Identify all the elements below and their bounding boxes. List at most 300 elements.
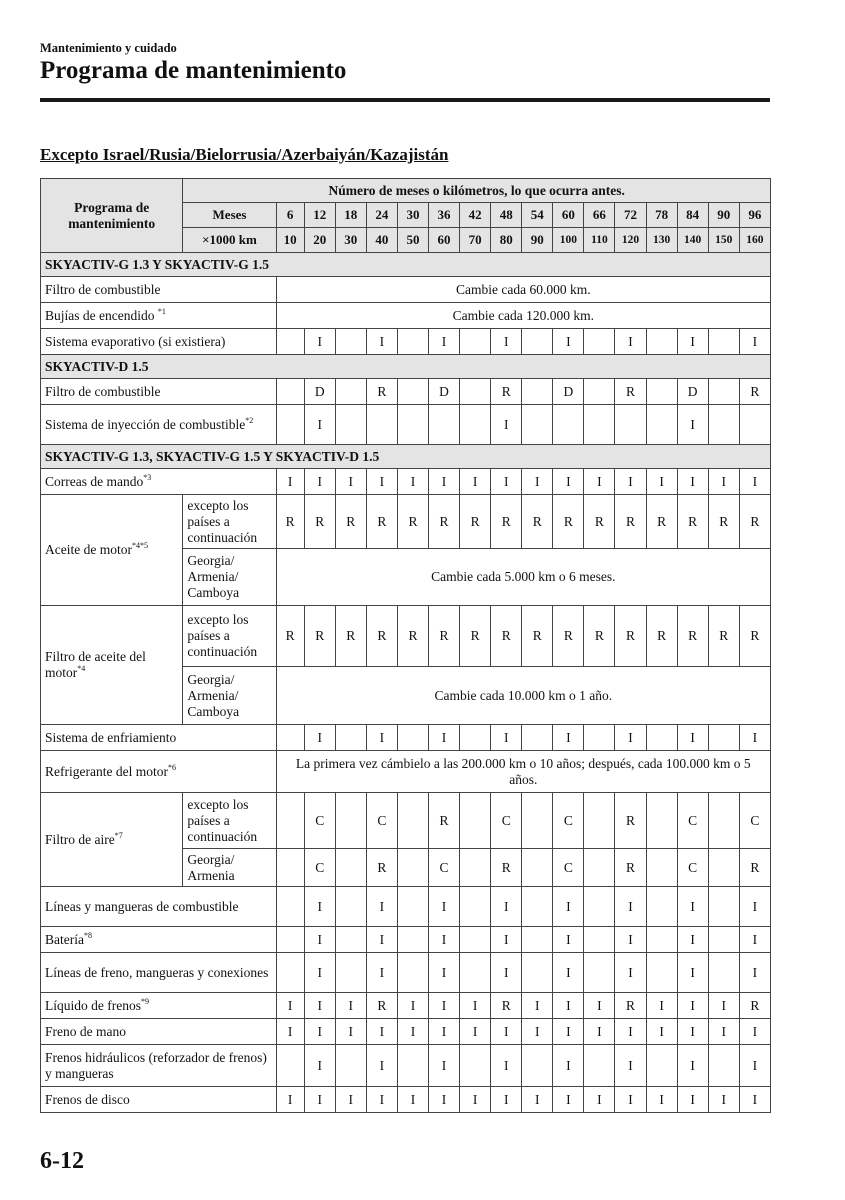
schedule-cell	[460, 379, 491, 405]
schedule-cell: I	[491, 953, 522, 993]
schedule-cell	[276, 329, 304, 355]
km-value: 100	[553, 228, 584, 253]
schedule-cell: C	[677, 793, 708, 849]
months-value: 12	[304, 203, 335, 228]
schedule-cell: R	[739, 849, 770, 887]
months-value: 18	[335, 203, 366, 228]
schedule-cell	[397, 1045, 428, 1087]
schedule-cell: I	[397, 469, 428, 495]
schedule-cell: I	[739, 329, 770, 355]
km-value: 80	[491, 228, 522, 253]
schedule-cell: C	[491, 793, 522, 849]
km-value: 40	[366, 228, 397, 253]
schedule-cell: C	[366, 793, 397, 849]
schedule-cell: R	[366, 849, 397, 887]
schedule-cell: I	[397, 993, 428, 1019]
schedule-cell	[646, 725, 677, 751]
schedule-cell	[335, 405, 366, 445]
table-row	[41, 887, 771, 927]
schedule-cell: I	[615, 1087, 646, 1113]
schedule-cell: I	[522, 1087, 553, 1113]
section-header: Mantenimiento y cuidado	[40, 41, 177, 55]
schedule-cell: I	[491, 887, 522, 927]
schedule-cell	[584, 927, 615, 953]
schedule-cell: I	[276, 993, 304, 1019]
schedule-cell: I	[460, 1087, 491, 1113]
table-row	[41, 1087, 771, 1113]
table-row	[41, 495, 771, 549]
schedule-cell: R	[366, 379, 397, 405]
item-name	[41, 1045, 277, 1087]
schedule-cell	[460, 725, 491, 751]
sub-condition: excepto los países a continuación	[183, 606, 276, 667]
months-value: 78	[646, 203, 677, 228]
months-value: 6	[276, 203, 304, 228]
months-value: 36	[429, 203, 460, 228]
schedule-cell	[397, 953, 428, 993]
schedule-cell	[397, 927, 428, 953]
footnote-ref: *8	[83, 930, 92, 940]
schedule-cell: I	[429, 887, 460, 927]
schedule-cell: I	[429, 927, 460, 953]
schedule-cell	[584, 725, 615, 751]
schedule-cell: R	[615, 495, 646, 549]
schedule-cell: I	[615, 1045, 646, 1087]
schedule-cell: R	[491, 993, 522, 1019]
schedule-cell: I	[491, 1087, 522, 1113]
schedule-cell	[708, 849, 739, 887]
months-value: 90	[708, 203, 739, 228]
schedule-cell	[646, 379, 677, 405]
schedule-cell: C	[553, 793, 584, 849]
schedule-cell	[646, 927, 677, 953]
schedule-cell: I	[366, 725, 397, 751]
schedule-message: Cambie cada 5.000 km o 6 meses.	[276, 549, 770, 606]
item-name-text: Líneas de freno, mangueras y conexiones	[45, 964, 269, 980]
schedule-cell: I	[491, 1045, 522, 1087]
item-name-text: Frenos de disco	[45, 1091, 130, 1107]
item-name-text: Líneas y mangueras de combustible	[45, 898, 239, 914]
months-value: 96	[739, 203, 770, 228]
schedule-cell: R	[708, 495, 739, 549]
item-name	[41, 379, 277, 405]
schedule-cell: I	[335, 1019, 366, 1045]
item-name-text: Frenos hidráulicos (reforzador de frenos) y mangueras	[45, 1049, 267, 1081]
schedule-cell: I	[397, 1019, 428, 1045]
schedule-cell: R	[366, 495, 397, 549]
schedule-cell: R	[429, 606, 460, 667]
months-value: 30	[397, 203, 428, 228]
schedule-cell	[276, 379, 304, 405]
months-value: 72	[615, 203, 646, 228]
footnote-ref: *1	[157, 306, 166, 316]
schedule-cell: D	[304, 379, 335, 405]
schedule-cell	[276, 793, 304, 849]
schedule-cell	[584, 849, 615, 887]
schedule-cell: R	[739, 606, 770, 667]
schedule-cell	[522, 887, 553, 927]
schedule-cell	[397, 405, 428, 445]
schedule-cell: I	[677, 1019, 708, 1045]
schedule-message: La primera vez cámbielo a las 200.000 km o 10 años; después, cada 100.000 km o 5 años.	[276, 751, 770, 793]
schedule-cell	[397, 725, 428, 751]
schedule-cell	[522, 793, 553, 849]
schedule-cell: I	[553, 1087, 584, 1113]
schedule-cell	[646, 793, 677, 849]
item-name	[41, 993, 277, 1019]
item-name	[41, 277, 277, 303]
schedule-cell: R	[739, 495, 770, 549]
schedule-cell: R	[335, 495, 366, 549]
footnote-ref: *3	[143, 472, 152, 482]
schedule-cell: I	[615, 927, 646, 953]
schedule-cell	[460, 329, 491, 355]
schedule-cell: I	[276, 1087, 304, 1113]
km-value: 130	[646, 228, 677, 253]
schedule-cell: I	[708, 993, 739, 1019]
schedule-cell: I	[366, 927, 397, 953]
schedule-cell: I	[677, 329, 708, 355]
footnote-ref: *4	[77, 664, 86, 673]
schedule-cell	[553, 405, 584, 445]
item-name-text: Freno de mano	[45, 1023, 126, 1039]
schedule-cell	[522, 953, 553, 993]
item-name	[41, 927, 277, 953]
schedule-cell	[335, 1045, 366, 1087]
schedule-cell	[397, 329, 428, 355]
title-rule	[40, 98, 770, 102]
schedule-cell: I	[677, 953, 708, 993]
schedule-cell	[276, 849, 304, 887]
item-name-text: Filtro de combustible	[45, 281, 161, 297]
schedule-cell: I	[584, 993, 615, 1019]
item-name	[41, 1087, 277, 1113]
schedule-cell	[276, 725, 304, 751]
schedule-cell	[584, 405, 615, 445]
schedule-cell	[276, 405, 304, 445]
footnote-ref: *2	[245, 415, 254, 425]
schedule-cell: I	[276, 469, 304, 495]
km-value: 20	[304, 228, 335, 253]
schedule-cell	[397, 887, 428, 927]
schedule-cell: I	[460, 993, 491, 1019]
item-name	[41, 793, 183, 887]
schedule-cell	[335, 927, 366, 953]
schedule-cell: I	[397, 1087, 428, 1113]
km-value: 60	[429, 228, 460, 253]
schedule-cell: R	[366, 993, 397, 1019]
item-name-text: Correas de mando	[45, 473, 144, 489]
schedule-cell	[584, 379, 615, 405]
schedule-cell	[335, 887, 366, 927]
schedule-cell: I	[429, 469, 460, 495]
schedule-cell: C	[739, 793, 770, 849]
schedule-cell	[584, 953, 615, 993]
item-name-text: Líquido de frenos	[45, 997, 141, 1013]
schedule-cell: I	[460, 469, 491, 495]
schedule-cell	[460, 793, 491, 849]
schedule-cell	[708, 329, 739, 355]
item-name	[41, 887, 277, 927]
schedule-cell: I	[304, 887, 335, 927]
schedule-cell: I	[553, 887, 584, 927]
schedule-cell	[335, 793, 366, 849]
schedule-cell: I	[553, 329, 584, 355]
schedule-cell: I	[429, 1019, 460, 1045]
km-value: 30	[335, 228, 366, 253]
item-name-text: Sistema de enfriamiento	[45, 729, 177, 745]
schedule-cell: I	[429, 1045, 460, 1087]
schedule-cell: I	[739, 725, 770, 751]
table-row	[41, 1019, 771, 1045]
schedule-cell: I	[677, 469, 708, 495]
schedule-cell: I	[677, 927, 708, 953]
schedule-cell	[584, 793, 615, 849]
km-value: 120	[615, 228, 646, 253]
schedule-cell	[708, 953, 739, 993]
table-row	[41, 405, 771, 445]
group-title: SKYACTIV-G 1.3, SKYACTIV-G 1.5 Y SKYACTIV-D 1.5	[41, 445, 771, 469]
group-title: SKYACTIV-G 1.3 Y SKYACTIV-G 1.5	[41, 253, 771, 277]
schedule-cell: I	[553, 993, 584, 1019]
schedule-cell: C	[677, 849, 708, 887]
km-value: 70	[460, 228, 491, 253]
schedule-cell	[646, 1045, 677, 1087]
item-name-text: Filtro de aire	[45, 831, 115, 847]
page-title: Programa de mantenimiento	[40, 57, 347, 84]
schedule-cell: I	[677, 993, 708, 1019]
schedule-cell: R	[460, 606, 491, 667]
schedule-cell: I	[366, 887, 397, 927]
schedule-cell	[335, 379, 366, 405]
schedule-cell	[522, 379, 553, 405]
schedule-cell: R	[615, 793, 646, 849]
schedule-cell: C	[304, 793, 335, 849]
sub-condition: Georgia/ Armenia	[183, 849, 276, 887]
sub-condition: Georgia/ Armenia/ Camboya	[183, 549, 276, 606]
schedule-cell	[646, 329, 677, 355]
schedule-cell: I	[366, 953, 397, 993]
schedule-cell: I	[429, 953, 460, 993]
item-name-text: Filtro de aceite del motor	[45, 649, 146, 680]
schedule-cell	[584, 1045, 615, 1087]
schedule-cell	[460, 1045, 491, 1087]
schedule-cell: R	[491, 606, 522, 667]
schedule-cell: I	[304, 1045, 335, 1087]
months-value: 60	[553, 203, 584, 228]
corner-header: Programa de mantenimiento	[41, 179, 183, 253]
schedule-message: Cambie cada 120.000 km.	[276, 303, 770, 329]
schedule-cell: R	[646, 606, 677, 667]
months-value: 24	[366, 203, 397, 228]
schedule-cell: I	[460, 1019, 491, 1045]
schedule-cell	[584, 887, 615, 927]
schedule-cell: I	[677, 1045, 708, 1087]
schedule-cell: I	[304, 329, 335, 355]
schedule-cell: I	[335, 1087, 366, 1113]
item-name-text: Sistema evaporativo (si existiera)	[45, 333, 226, 349]
schedule-cell: R	[553, 495, 584, 549]
schedule-cell	[708, 379, 739, 405]
schedule-cell: I	[615, 469, 646, 495]
schedule-cell: C	[304, 849, 335, 887]
item-name	[41, 1019, 277, 1045]
schedule-cell: I	[708, 1087, 739, 1113]
schedule-cell: I	[553, 927, 584, 953]
schedule-cell: I	[677, 725, 708, 751]
schedule-cell: I	[304, 953, 335, 993]
schedule-cell: R	[615, 606, 646, 667]
schedule-cell: I	[584, 469, 615, 495]
schedule-cell	[522, 405, 553, 445]
schedule-cell: R	[491, 495, 522, 549]
schedule-cell: R	[615, 993, 646, 1019]
schedule-cell: C	[553, 849, 584, 887]
group-row	[41, 253, 771, 277]
schedule-cell: R	[522, 495, 553, 549]
table-row	[41, 751, 771, 793]
schedule-cell: I	[304, 993, 335, 1019]
item-name	[41, 725, 277, 751]
schedule-cell: D	[553, 379, 584, 405]
months-value: 54	[522, 203, 553, 228]
table-row	[41, 927, 771, 953]
item-name-text: Refrigerante del motor	[45, 763, 168, 779]
km-value: 10	[276, 228, 304, 253]
schedule-cell: I	[646, 1087, 677, 1113]
schedule-cell	[708, 725, 739, 751]
km-value: 150	[708, 228, 739, 253]
sub-condition: Georgia/ Armenia/ Camboya	[183, 667, 276, 725]
item-name-text: Batería	[45, 931, 84, 947]
table-subtitle: Excepto Israel/Rusia/Bielorrusia/Azerbaiyán/Kazajistán	[40, 145, 449, 164]
schedule-cell	[460, 887, 491, 927]
item-name	[41, 469, 277, 495]
schedule-cell: I	[739, 1045, 770, 1087]
schedule-cell: I	[553, 725, 584, 751]
schedule-cell: I	[739, 1087, 770, 1113]
sub-condition: excepto los países a continuación	[183, 793, 276, 849]
item-name-text: Aceite de motor	[45, 542, 132, 557]
schedule-cell: I	[522, 469, 553, 495]
footnote-ref: *4*5	[131, 541, 148, 550]
schedule-cell: I	[553, 1019, 584, 1045]
table-row	[41, 793, 771, 849]
schedule-cell	[646, 405, 677, 445]
schedule-cell	[335, 329, 366, 355]
schedule-cell	[397, 793, 428, 849]
schedule-cell	[276, 927, 304, 953]
table-row	[41, 953, 771, 993]
schedule-cell: I	[366, 329, 397, 355]
schedule-cell: I	[677, 887, 708, 927]
schedule-cell	[335, 953, 366, 993]
schedule-cell: I	[304, 1087, 335, 1113]
schedule-cell: I	[646, 993, 677, 1019]
schedule-cell: I	[646, 469, 677, 495]
schedule-cell: R	[491, 379, 522, 405]
schedule-cell: I	[429, 329, 460, 355]
item-name	[41, 303, 277, 329]
table-row	[41, 303, 771, 329]
item-name	[41, 405, 277, 445]
schedule-cell: I	[739, 953, 770, 993]
schedule-cell: I	[739, 927, 770, 953]
table-row	[41, 606, 771, 667]
schedule-cell: I	[584, 1019, 615, 1045]
schedule-cell: I	[366, 1019, 397, 1045]
footnote-ref: *6	[167, 762, 176, 772]
schedule-cell: I	[708, 1019, 739, 1045]
header-row-group	[41, 179, 771, 203]
schedule-cell: I	[553, 953, 584, 993]
schedule-cell: I	[677, 405, 708, 445]
schedule-cell: I	[366, 1087, 397, 1113]
schedule-cell: I	[646, 1019, 677, 1045]
schedule-cell: I	[491, 405, 522, 445]
schedule-cell	[460, 927, 491, 953]
km-value: 140	[677, 228, 708, 253]
maintenance-table	[40, 178, 771, 1113]
table-row	[41, 993, 771, 1019]
schedule-cell	[708, 887, 739, 927]
sub-condition: excepto los países a continuación	[183, 495, 276, 549]
item-name	[41, 953, 277, 993]
table-row	[41, 379, 771, 405]
schedule-cell: D	[677, 379, 708, 405]
schedule-cell	[460, 405, 491, 445]
schedule-cell: R	[739, 993, 770, 1019]
km-value: 160	[739, 228, 770, 253]
schedule-cell	[708, 927, 739, 953]
schedule-cell: I	[276, 1019, 304, 1045]
schedule-cell: R	[615, 379, 646, 405]
schedule-cell: R	[429, 495, 460, 549]
schedule-cell: I	[708, 469, 739, 495]
km-value: 90	[522, 228, 553, 253]
item-name-text: Bujías de encendido	[45, 307, 158, 323]
schedule-cell: I	[553, 469, 584, 495]
schedule-cell: I	[522, 1019, 553, 1045]
schedule-cell: R	[276, 606, 304, 667]
schedule-cell: R	[335, 606, 366, 667]
table-row	[41, 329, 771, 355]
schedule-cell: I	[522, 993, 553, 1019]
footnote-ref: *7	[114, 830, 123, 840]
schedule-cell	[522, 1045, 553, 1087]
schedule-cell: R	[429, 793, 460, 849]
schedule-cell	[429, 405, 460, 445]
schedule-cell	[522, 329, 553, 355]
schedule-cell: I	[304, 405, 335, 445]
schedule-cell	[708, 405, 739, 445]
schedule-cell: R	[522, 606, 553, 667]
item-name	[41, 751, 277, 793]
schedule-cell: R	[304, 495, 335, 549]
schedule-message: Cambie cada 60.000 km.	[276, 277, 770, 303]
item-name	[41, 495, 183, 606]
schedule-cell: I	[304, 725, 335, 751]
schedule-cell: I	[304, 1019, 335, 1045]
months-value: 42	[460, 203, 491, 228]
km-value: 110	[584, 228, 615, 253]
item-name	[41, 606, 183, 725]
schedule-cell: I	[739, 887, 770, 927]
schedule-cell	[276, 1045, 304, 1087]
schedule-cell	[522, 927, 553, 953]
schedule-cell	[646, 887, 677, 927]
item-name	[41, 329, 277, 355]
